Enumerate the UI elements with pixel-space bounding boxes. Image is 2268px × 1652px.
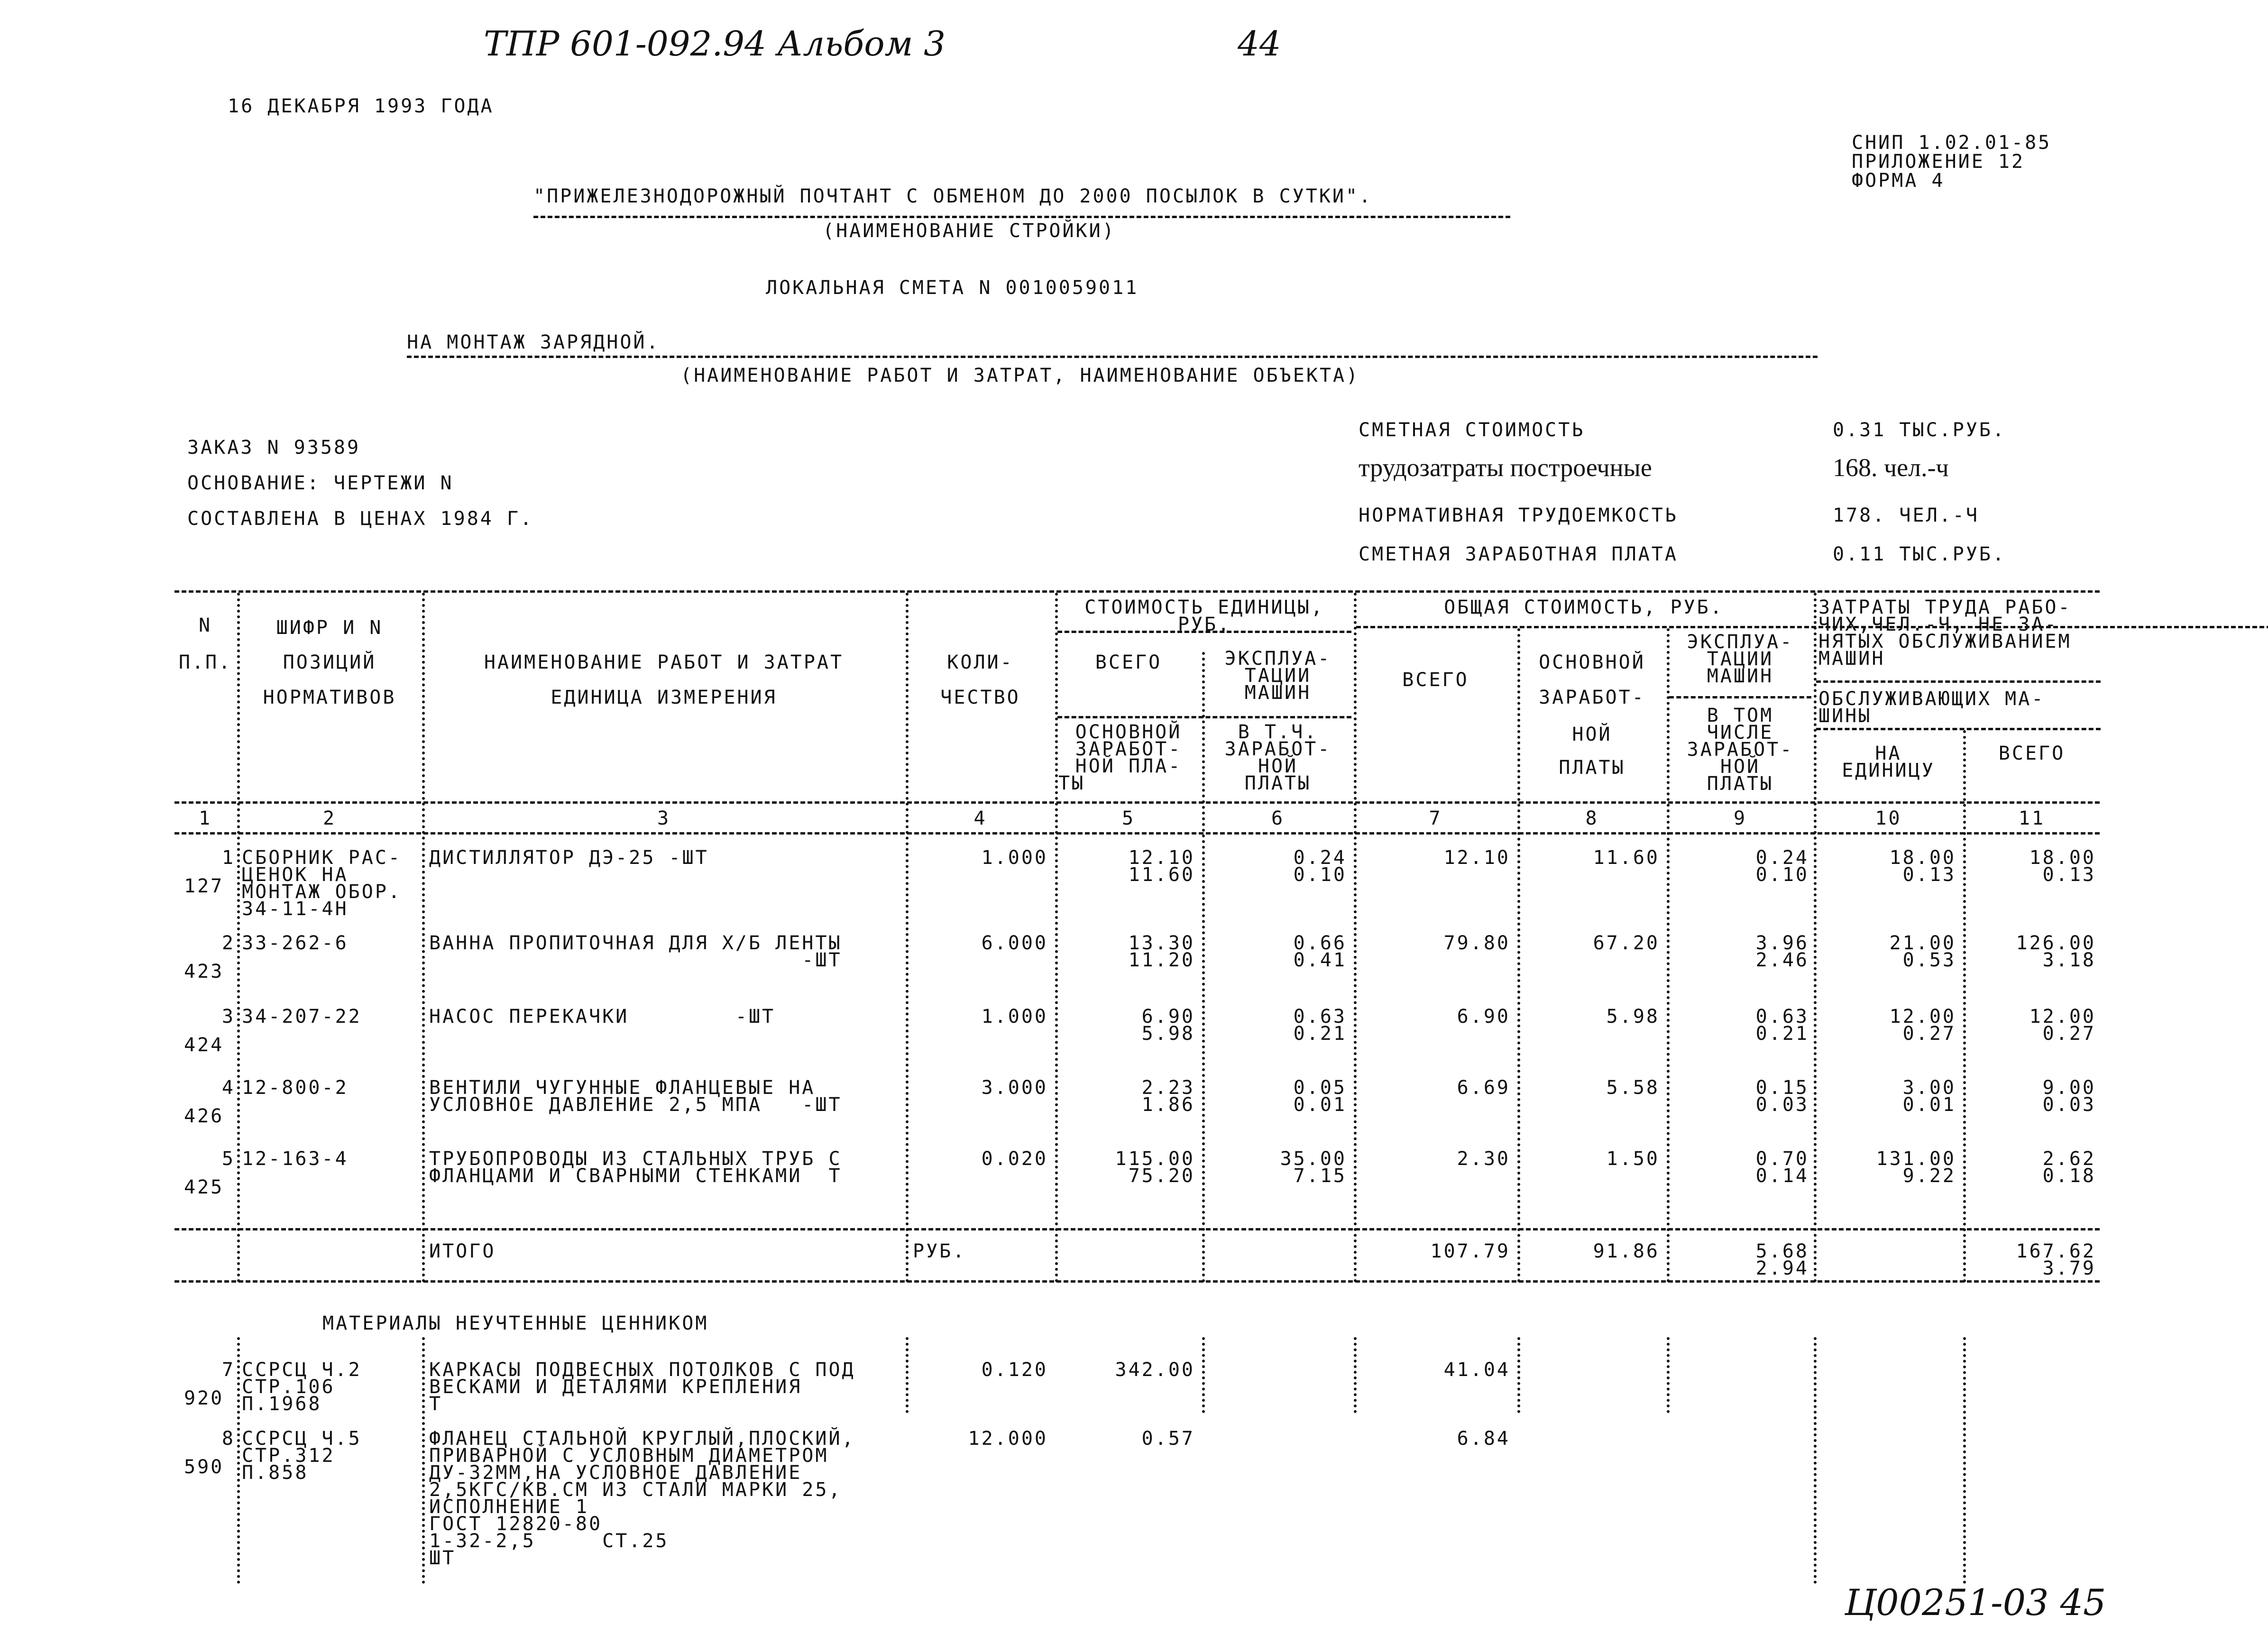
unit-incl-head-d: ПЛАТЫ (1244, 772, 1312, 794)
material-name: ВЕСКАМИ И ДЕТАЛЯМИ КРЕПЛЕНИЯ (429, 1376, 802, 1398)
unit-basic-head-d: ТЫ (1058, 772, 1085, 794)
row-c7: 6.90 (1457, 1006, 1510, 1028)
total-all-head: ВСЕГО (1402, 669, 1469, 691)
row-work-name: ДИСТИЛЛЯТОР ДЭ-25 -ШТ (429, 847, 709, 869)
unit-machine-head-c: МАШИН (1244, 682, 1312, 704)
row-c5-a: 12.10 (1128, 847, 1195, 869)
row-work-name: НАСОС ПЕРЕКАЧКИ -ШТ (429, 1006, 776, 1028)
row-c5-a: 2.23 (1141, 1077, 1195, 1099)
row-c10-a: 131.00 (1876, 1148, 1956, 1170)
col-number-5: 5 (1121, 808, 1136, 829)
total-basic-head-c: НОЙ (1572, 724, 1612, 745)
page-number: 44 (1238, 24, 1281, 64)
row-c9-b: 2.46 (1755, 949, 1809, 971)
row-c8: 5.98 (1606, 1006, 1660, 1028)
material-quantity: 0.120 (981, 1359, 1048, 1381)
standard-labor-value: 178. ЧЕЛ.-Ч (1833, 505, 1979, 526)
row-c5-a: 6.90 (1141, 1006, 1195, 1028)
row-c9-a: 0.70 (1755, 1148, 1809, 1170)
row-c6-b: 0.10 (1293, 864, 1347, 886)
row-c6-a: 0.24 (1293, 847, 1347, 869)
total-basic-head-a: ОСНОВНОЙ (1539, 652, 1645, 673)
unit-total-head: ВСЕГО (1095, 652, 1162, 673)
total-machine-head-a: ЭКСПЛУА- (1687, 631, 1794, 653)
row-c11-b: 0.13 (2042, 864, 2096, 886)
material-total: 6.84 (1457, 1428, 1510, 1450)
row-code: ЦЕНОК НА (242, 864, 349, 886)
row-c6-a: 0.66 (1293, 932, 1347, 954)
document-date: 16 ДЕКАБРЯ 1993 ГОДА (228, 95, 494, 117)
material-code: П.1968 (242, 1393, 322, 1415)
row-number: 5 (221, 1148, 235, 1170)
header-bottom-rule (174, 801, 2100, 804)
labor-head-d: МАШИН (1818, 648, 1885, 670)
row-c10-b: 0.13 (1902, 864, 1956, 886)
labor-rule-a (1816, 680, 2101, 683)
row-work-name: ФЛАНЦАМИ И СВАРНЫМИ СТЕНКАМИ Т (429, 1165, 842, 1187)
work-title-rule (407, 356, 1818, 358)
wage-fund-label: СМЕТНАЯ ЗАРАБОТНАЯ ПЛАТА (1359, 543, 1678, 565)
row-c5-b: 11.60 (1128, 864, 1195, 886)
row-c9-a: 0.63 (1755, 1006, 1809, 1028)
labor-unit-head-b: ЕДИНИЦУ (1842, 760, 1935, 781)
total-bottom-rule (174, 1280, 2100, 1283)
row-work-name: -ШТ (429, 949, 842, 971)
material-name: ШТ (429, 1547, 456, 1569)
total-machine-head-c: МАШИН (1707, 665, 1774, 687)
row-c7: 2.30 (1457, 1148, 1510, 1170)
snip-line-1: СНИП 1.02.01-85 (1852, 132, 2052, 154)
total-machine-head-b: ТАЦИИ (1707, 648, 1774, 670)
row-number: 2 (221, 932, 235, 954)
row-c7: 79.80 (1443, 932, 1510, 954)
mat-sep-8 (1814, 1337, 1817, 1584)
col-number-4: 4 (973, 808, 987, 829)
wage-fund-value: 0.11 ТЫС.РУБ. (1833, 543, 2006, 565)
labor-rule-b (1816, 728, 2101, 730)
row-c8: 11.60 (1593, 847, 1660, 869)
row-work-name: ВАННА ПРОПИТОЧНАЯ ДЛЯ Х/Б ЛЕНТЫ (429, 932, 842, 954)
row-quantity: 1.000 (981, 847, 1048, 869)
row-c6-b: 0.21 (1293, 1023, 1347, 1045)
total-unit: РУБ. (913, 1240, 966, 1262)
unit-incl-head-b: ЗАРАБОТ- (1224, 738, 1331, 760)
mat-sep-7 (1667, 1337, 1670, 1413)
material-reference: 920 (184, 1387, 224, 1409)
row-reference: 426 (184, 1105, 224, 1127)
row-c7: 12.10 (1443, 847, 1510, 869)
col4-head-a: КОЛИ- (947, 652, 1014, 673)
row-c8: 5.58 (1606, 1077, 1660, 1099)
row-c11-b: 0.03 (2042, 1094, 2096, 1116)
row-c8: 67.20 (1593, 932, 1660, 954)
mat-sep-4 (1202, 1337, 1205, 1413)
unit-cost-head-a: СТОИМОСТЬ ЕДИНИЦЫ, (1084, 597, 1324, 618)
row-c6-b: 7.15 (1293, 1165, 1347, 1187)
material-reference: 590 (184, 1456, 224, 1478)
material-code: ССРСЦ Ч.5 (242, 1428, 362, 1450)
material-code: СТР.106 (242, 1376, 335, 1398)
row-code: 34-11-4Н (242, 898, 349, 920)
row-code: 12-163-4 (242, 1148, 349, 1170)
col-number-10: 10 (1875, 808, 1902, 829)
col-number-11: 11 (2018, 808, 2046, 829)
order-number: ЗАКАЗ N 93589 (187, 437, 361, 459)
col-number-9: 9 (1733, 808, 1747, 829)
material-quantity: 12.000 (968, 1428, 1048, 1450)
row-c5-a: 115.00 (1115, 1148, 1195, 1170)
rows-bottom-rule (174, 1228, 2100, 1230)
unit-machine-head-b: ТАЦИИ (1244, 665, 1312, 687)
row-c11-a: 12.00 (2029, 1006, 2096, 1028)
labor-head-a: ЗАТРАТЫ ТРУДА РАБО- (1818, 597, 2072, 618)
row-c10-b: 9.22 (1902, 1165, 1956, 1187)
table-top-rule (174, 590, 2100, 593)
material-name: ДУ-32ММ,НА УСЛОВНОЕ ДАВЛЕНИЕ (429, 1462, 802, 1484)
material-code: СТР.312 (242, 1445, 335, 1467)
standard-labor-label: НОРМАТИВНАЯ ТРУДОЕМКОСТЬ (1359, 505, 1678, 526)
column-numbers-rule (174, 832, 2100, 835)
project-title: "ПРИЖЕЛЕЗНОДОРОЖНЫЙ ПОЧТАНТ С ОБМЕНОМ ДО 2000 ПОСЫЛОК В СУТКИ". (533, 185, 1373, 207)
row-quantity: 3.000 (981, 1077, 1048, 1099)
row-reference: 127 (184, 875, 224, 897)
col-number-3: 3 (657, 808, 671, 829)
row-reference: 425 (184, 1176, 224, 1198)
col-number-2: 2 (322, 808, 337, 829)
price-level: СОСТАВЛЕНА В ЦЕНАХ 1984 Г. (187, 508, 534, 530)
row-work-name: УСЛОВНОЕ ДАВЛЕНИЕ 2,5 МПА -ШТ (429, 1094, 842, 1116)
col1-head-b: П.П. (178, 652, 232, 673)
row-c10-a: 12.00 (1889, 1006, 1956, 1028)
row-c11-a: 9.00 (2042, 1077, 2096, 1099)
total-incl-head-a: В ТОМ (1707, 705, 1774, 726)
row-c9-b: 0.14 (1755, 1165, 1809, 1187)
row-c5-b: 5.98 (1141, 1023, 1195, 1045)
col2-head-c: НОРМАТИВОВ (263, 687, 396, 708)
row-c9-b: 0.21 (1755, 1023, 1809, 1045)
snip-line-2: ПРИЛОЖЕНИЕ 12 (1852, 151, 2025, 173)
project-caption: (НАИМЕНОВАНИЕ СТРОЙКИ) (823, 220, 1116, 242)
row-c6-a: 0.05 (1293, 1077, 1347, 1099)
labor-total-head: ВСЕГО (1998, 743, 2066, 764)
total-c7: 107.79 (1430, 1240, 1510, 1262)
row-c6-a: 35.00 (1280, 1148, 1347, 1170)
col3-head-a: НАИМЕНОВАНИЕ РАБОТ И ЗАТРАТ (484, 652, 844, 673)
col3-head-b: ЕДИНИЦА ИЗМЕРЕНИЯ (551, 687, 777, 708)
row-c6-b: 0.01 (1293, 1094, 1347, 1116)
row-c9-b: 0.03 (1755, 1094, 1809, 1116)
row-c6-a: 0.63 (1293, 1006, 1347, 1028)
row-number: 1 (221, 847, 235, 869)
material-number: 8 (221, 1428, 235, 1450)
material-name: КАРКАСЫ ПОДВЕСНЫХ ПОТОЛКОВ С ПОД (429, 1359, 855, 1381)
total-c8: 91.86 (1593, 1240, 1660, 1262)
row-c8: 1.50 (1606, 1148, 1660, 1170)
row-c6-b: 0.41 (1293, 949, 1347, 971)
labor-machine-head-b: ШИНЫ (1818, 705, 1872, 727)
material-name: ПРИВАРНОЙ С УСЛОВНЫМ ДИАМЕТРОМ (429, 1445, 829, 1467)
labor-costs-label: трудозатраты построечные (1359, 453, 1652, 482)
row-c10-a: 3.00 (1902, 1077, 1956, 1099)
estimate-title: ЛОКАЛЬНАЯ СМЕТА N 0010059011 (766, 277, 1139, 299)
col2-head-b: ПОЗИЦИЙ (283, 652, 376, 673)
snip-line-3: ФОРМА 4 (1852, 170, 1945, 192)
row-c9-a: 0.15 (1755, 1077, 1809, 1099)
row-c11-b: 3.18 (2042, 949, 2096, 971)
row-quantity: 0.020 (981, 1148, 1048, 1170)
row-code: МОНТАЖ ОБОР. (242, 881, 402, 903)
row-c10-b: 0.27 (1902, 1023, 1956, 1045)
material-name: ФЛАНЕЦ СТАЛЬНОЙ КРУГЛЫЙ,ПЛОСКИЙ, (429, 1428, 855, 1450)
labor-head-b: ЧИХ,ЧЕЛ.-Ч, НЕ ЗА- (1818, 614, 2058, 635)
mat-sep-6 (1517, 1337, 1520, 1413)
basis: ОСНОВАНИЕ: ЧЕРТЕЖИ N (187, 472, 454, 494)
total-c9-a: 5.68 (1755, 1240, 1809, 1262)
row-reference: 424 (184, 1034, 224, 1056)
materials-title: МАТЕРИАЛЫ НЕУЧТЕННЫЕ ЦЕННИКОМ (322, 1312, 709, 1334)
labor-costs-value: 168. чел.-ч (1833, 453, 1949, 482)
row-c10-a: 18.00 (1889, 847, 1956, 869)
unit-incl-head-c: НОЙ (1258, 755, 1298, 777)
row-c5-b: 11.20 (1128, 949, 1195, 971)
col-number-6: 6 (1271, 808, 1285, 829)
row-c9-b: 0.10 (1755, 864, 1809, 886)
row-work-name: ВЕНТИЛИ ЧУГУННЫЕ ФЛАНЦЕВЫЕ НА (429, 1077, 816, 1099)
mat-sep-1 (237, 1337, 240, 1584)
total-incl-head-e: ПЛАТЫ (1707, 773, 1774, 795)
material-code: ССРСЦ Ч.2 (242, 1359, 362, 1381)
total-c11-b: 3.79 (2042, 1257, 2096, 1279)
row-c9-a: 0.24 (1755, 847, 1809, 869)
row-c11-b: 0.18 (2042, 1165, 2096, 1187)
total-basic-head-d: ПЛАТЫ (1559, 757, 1625, 779)
total-c9-b: 2.94 (1755, 1257, 1809, 1279)
mat-sep-9 (1963, 1337, 1966, 1584)
row-code: 34-207-22 (242, 1006, 362, 1028)
total-incl-head-b: ЧИСЛЕ (1707, 722, 1774, 743)
material-name: Т (429, 1393, 443, 1415)
row-c5-b: 1.86 (1141, 1094, 1195, 1116)
col-number-8: 8 (1585, 808, 1599, 829)
col2-head-a: ШИФР И N (276, 617, 383, 639)
row-c11-b: 0.27 (2042, 1023, 2096, 1045)
row-quantity: 1.000 (981, 1006, 1048, 1028)
archive-stamp: Ц00251-03 45 (1845, 1581, 2106, 1624)
work-title: НА МОНТАЖ ЗАРЯДНОЙ. (407, 331, 660, 353)
row-c11-a: 126.00 (2016, 932, 2096, 954)
row-code: СБОРНИК РАС- (242, 847, 402, 869)
col-number-1: 1 (198, 808, 212, 829)
total-basic-head-b: ЗАРАБОТ- (1539, 687, 1645, 708)
material-number: 7 (221, 1359, 235, 1381)
unit-cost-head-b: РУБ. (1177, 614, 1231, 635)
col4-head-b: ЧЕСТВО (940, 687, 1020, 708)
row-number: 3 (221, 1006, 235, 1028)
row-code: 33-262-6 (242, 932, 349, 954)
unit-basic-head-c: НОЙ ПЛА- (1075, 755, 1182, 777)
material-unit-price: 342.00 (1115, 1359, 1195, 1381)
material-name: 2,5КГС/КВ.СМ ИЗ СТАЛИ МАРКИ 25, (429, 1479, 842, 1501)
row-c9-a: 3.96 (1755, 932, 1809, 954)
project-title-rule (533, 216, 1510, 218)
row-c7: 6.69 (1457, 1077, 1510, 1099)
row-c10-a: 21.00 (1889, 932, 1956, 954)
unit-basic-head-a: ОСНОВНОЙ (1075, 721, 1182, 743)
col-number-7: 7 (1429, 808, 1442, 829)
row-code: 12-800-2 (242, 1077, 349, 1099)
row-c10-b: 0.01 (1902, 1094, 1956, 1116)
unit-basic-head-b: ЗАРАБОТ- (1075, 738, 1182, 760)
row-number: 4 (221, 1077, 235, 1099)
material-name: 1-32-2,5 СТ.25 (429, 1530, 669, 1552)
labor-unit-head-a: НА (1875, 743, 1902, 764)
total-cost-rule-b (1669, 696, 1811, 698)
mat-sep-2 (422, 1337, 425, 1584)
row-c5-a: 13.30 (1128, 932, 1195, 954)
labor-head-c: НЯТЫХ ОБСЛУЖИВАНИЕМ (1818, 631, 2072, 652)
col1-head-a: N (198, 615, 212, 636)
row-c11-a: 2.62 (2042, 1148, 2096, 1170)
material-name: ИСПОЛНЕНИЕ 1 (429, 1496, 589, 1518)
estimated-cost-value: 0.31 ТЫС.РУБ. (1833, 419, 2006, 441)
total-cost-head: ОБЩАЯ СТОИМОСТЬ, РУБ. (1444, 597, 1724, 618)
unit-machine-head-a: ЭКСПЛУА- (1224, 648, 1331, 670)
row-c5-b: 75.20 (1128, 1165, 1195, 1187)
total-cost-rule-a (1356, 626, 2268, 628)
row-c11-a: 18.00 (2029, 847, 2096, 869)
row-c10-b: 0.53 (1902, 949, 1956, 971)
row-work-name: ТРУБОПРОВОДЫ ИЗ СТАЛЬНЫХ ТРУБ С (429, 1148, 842, 1170)
total-incl-head-d: НОЙ (1720, 756, 1761, 778)
work-caption: (НАИМЕНОВАНИЕ РАБОТ И ЗАТРАТ, НАИМЕНОВАНИЕ ОБЪЕКТА) (680, 365, 1360, 386)
row-quantity: 6.000 (981, 932, 1048, 954)
total-incl-head-c: ЗАРАБОТ- (1687, 739, 1794, 761)
total-label: ИТОГО (429, 1240, 496, 1262)
row-reference: 423 (184, 961, 224, 982)
material-name: ГОСТ 12820-80 (429, 1513, 603, 1535)
material-total: 41.04 (1443, 1359, 1510, 1381)
album-reference: ТПР 601-092.94 Альбом 3 (484, 24, 946, 64)
material-unit-price: 0.57 (1141, 1428, 1195, 1450)
unit-incl-head-a: В Т.Ч. (1238, 721, 1318, 743)
estimated-cost-label: СМЕТНАЯ СТОИМОСТЬ (1359, 419, 1585, 441)
labor-machine-head-a: ОБСЛУЖИВАЮЩИХ МА- (1818, 688, 2045, 710)
material-code: П.858 (242, 1462, 309, 1484)
total-c11-a: 167.62 (2016, 1240, 2096, 1262)
